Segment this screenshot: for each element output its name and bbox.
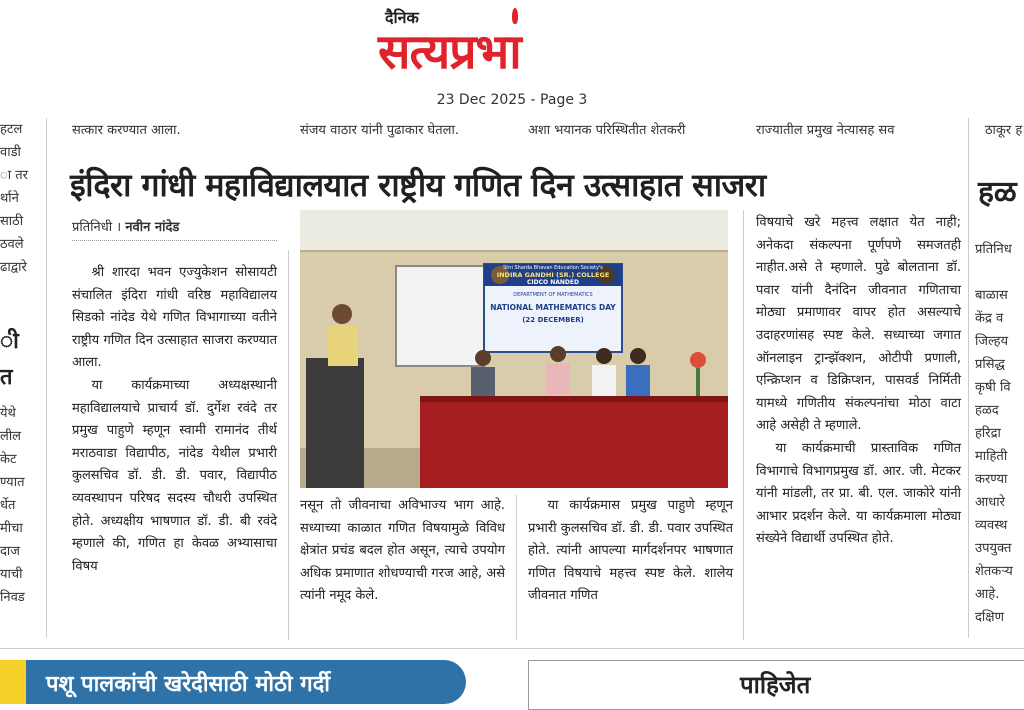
snippet: राज्यातील प्रमुख नेत्यासह सव — [756, 123, 895, 138]
paragraph: या कार्यक्रमाची प्रास्ताविक गणित विभागाचे विभागप्रमुख डॉ. आर. जी. मेटकर यांनी मांडली, तर प्रा. बी. एल. जाकोरे यांनी आभार प्रदर्शन केले. या कार्यक्रमाला मोठ्या संख्येने विद्यार्थी उपस्थित होते. — [756, 440, 961, 547]
fragment-line: कृषी वि — [975, 380, 1011, 395]
column-divider — [516, 495, 517, 640]
left-heading-fragment — [0, 324, 20, 396]
fragment-line: प्रसिद्ध — [975, 357, 1005, 372]
fragment-line: साठी — [0, 214, 24, 229]
paragraph: या कार्यक्रमाच्या अध्यक्षस्थानी महाविद्यालयाचे प्राचार्य डॉ. दुर्गेश रवंदे तर प्रमुख पाहुणे म्हणून स्वामी रामानंद तीर्थ मराठवाडा विद्यापीठ, नांदेड येथील प्रभारी कुलसचिव डॉ. डी. डी. पवार, विद्यापीठ व्यवस्थापन परिषद सदस्य चौधरी उपस्थित होते. अध्यक्षीय भाषणात डॉ. डी. बी रवंदे म्हणाले की, गणित हा केवळ अभ्यासाचा विषय — [72, 377, 277, 574]
event-photo — [300, 210, 728, 488]
fragment-line: आधारे — [975, 495, 1005, 510]
fragment-line: हळद — [975, 403, 999, 418]
fragment-line: याची — [0, 567, 23, 582]
fragment-line: येथे — [0, 406, 16, 421]
paragraph: श्री शारदा भवन एज्युकेशन सोसायटी संचालित इंदिरा गांधी वरिष्ठ महाविद्यालय सिडको नांदेड येथे गणित विभागाच्या वतीने राष्ट्रीय गणित दिन उत्साहात साजरा करण्यात आला. — [72, 265, 277, 371]
snippet: संजय वाठार यांनी पुढाकार घेतला. — [300, 123, 459, 138]
article-column-2 — [300, 495, 505, 608]
column-divider — [288, 250, 289, 640]
article-headline: इंदिरा गांधी महाविद्यालयात राष्ट्रीय गणित दिन उत्साहात साजरा — [70, 166, 766, 204]
left-column-fragment — [0, 118, 32, 279]
fragment-line: केंद्र व — [975, 311, 1004, 326]
byline-divider — [72, 240, 277, 241]
fragment-line: दक्षिण — [975, 610, 1004, 625]
bottom-divider — [0, 648, 1024, 649]
banner-line: (22 DECEMBER) — [522, 316, 584, 324]
fragment-line: आहे. — [975, 587, 1000, 602]
column-divider — [743, 210, 744, 640]
fragment-line: शेतकऱ्य — [975, 564, 1013, 579]
banner-accent — [0, 660, 26, 704]
banner-line: CIDCO NANDED — [527, 279, 579, 286]
next-story-headline: पशू पालकांची खरेदीसाठी मोठी गर्दी — [46, 672, 330, 697]
fragment-line: उपयुक्त — [975, 541, 1012, 556]
fragment-line: ण्यात — [0, 475, 25, 490]
fragment-line: ठवले — [0, 237, 24, 252]
fragment-line: हरिद्रा — [975, 426, 1001, 441]
left-column-fragment-2 — [0, 402, 32, 609]
fragment-line: त — [0, 365, 13, 390]
banner-line: DEPARTMENT OF MATHEMATICS — [513, 292, 593, 298]
fragment-line: करण्या — [975, 472, 1008, 487]
banner-line: NATIONAL MATHEMATICS DAY — [490, 303, 616, 312]
banner-line: Shri Sharda Bhavan Education Society's — [503, 265, 603, 271]
snippet: सत्कार करण्यात आला. — [72, 123, 181, 138]
dateline: 23 Dec 2025 - Page 3 — [436, 92, 588, 108]
paragraph: विषयाचे खरे महत्त्व लक्षात येत नाही; अनेकदा संकल्पना पूर्णपणे समजतही नाहीत.असे ते म्हणाले. पुढे बोलताना डॉ. पवार यांनी दैनंदिन जीवनात गणिताचा मोठ्या प्रमाणावर वापर होत असल्याचे उदाहरणांसह स्पष्ट केले. सध्याच्या जगात ऑनलाइन ट्रान्झॅक्शन, ओटीपी प्रणाली, एन्क्रिप्शन व डिक्रिप्शन, पासवर्ड निर्मिती यामध्ये गणितीय संकल्पनांचा मोठा वाटा आहे असेही ते म्हणाले. — [756, 215, 961, 434]
byline-place: नवीन नांदेड — [125, 220, 180, 235]
right-column-fragment — [975, 284, 1024, 629]
snippet: ठाकूर ह — [985, 123, 1023, 138]
fragment-line: माहिती — [975, 449, 1008, 464]
masthead-title: सत्यप्रभा — [378, 24, 521, 80]
fragment-line: र्थाने — [0, 191, 19, 206]
flame-logo-icon — [512, 8, 518, 24]
fragment-line: लील — [0, 429, 21, 444]
column-divider — [46, 118, 47, 638]
fragment-line: केट — [0, 452, 17, 467]
fragment-line: र्धेत — [0, 498, 16, 513]
fragment-line: दाज — [0, 544, 20, 559]
paragraph: या कार्यक्रमास प्रमुख पाहुणे म्हणून प्रभारी कुलसचिव डॉ. डी. डी. पवार उपस्थित होते. त्यांनी आपल्या मार्गदर्शनपर भाषणात गणित विषयाचे महत्त्व स्पष्ट केले. शालेय जीवनात गणित — [528, 498, 733, 604]
fragment-line: निवड — [0, 590, 25, 605]
column-divider — [968, 118, 969, 638]
article-column-1 — [72, 262, 277, 578]
right-byline-fragment: प्रतिनिध — [975, 242, 1012, 257]
fragment-line: वाडी — [0, 145, 21, 160]
classifieds-heading: पाहिजेत — [740, 671, 811, 699]
article-column-3 — [528, 495, 733, 608]
fragment-line: जिल्हय — [975, 334, 1009, 349]
fragment-line: हटल — [0, 122, 23, 137]
masthead-tagline: दैनिक — [385, 8, 419, 27]
banner-line: INDIRA GANDHI (SR.) COLLEGE — [496, 271, 610, 279]
snippet: अशा भयानक परिस्थितीत शेतकरी — [528, 123, 686, 138]
byline-prefix: प्रतिनिधी — [72, 220, 113, 235]
fragment-line: ढाद्वारे — [0, 260, 27, 275]
fragment-line: ी — [0, 329, 19, 354]
byline: प्रतिनिधी । नवीन नांदेड — [72, 220, 180, 235]
fragment-line: व्यवस्थ — [975, 518, 1008, 533]
fragment-line: ा तर — [0, 168, 28, 183]
fragment-line: बाळास — [975, 288, 1008, 303]
paragraph: नसून तो जीवनाचा अविभाज्य भाग आहे. सध्याच्या काळात गणित विषयामुळे विविध क्षेत्रांत प्रचंड बदल होत असून, त्याचे उपयोग अधिक प्रमाणात शोधण्याची गरज आहे, असे त्यांनी नमूद केले. — [300, 498, 505, 604]
right-heading-fragment: हळ — [978, 175, 1017, 210]
article-column-4 — [756, 212, 961, 551]
event-photo-illustration — [300, 210, 728, 488]
fragment-line: मीचा — [0, 521, 23, 536]
